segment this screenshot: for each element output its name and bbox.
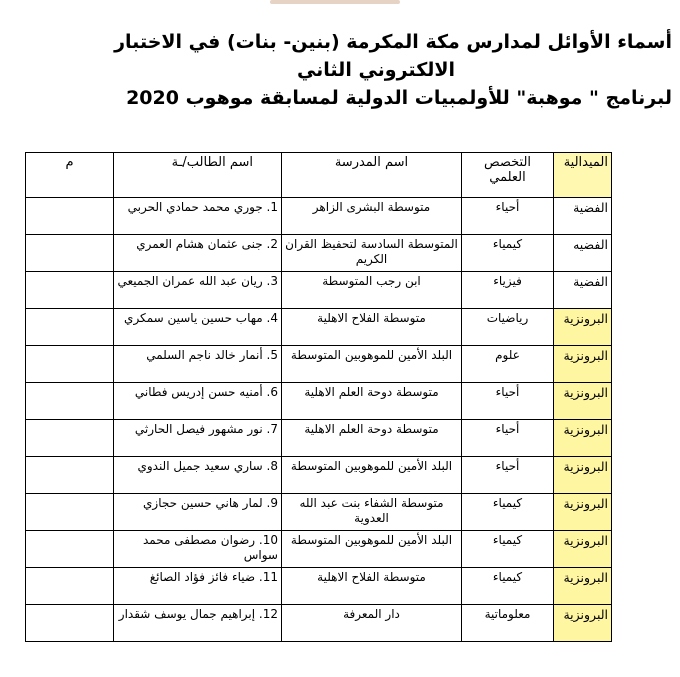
- cell-student: 2. جنى عثمان هشام العمري: [114, 235, 282, 272]
- header-school: اسم المدرسة: [282, 153, 462, 198]
- table-row: [26, 309, 612, 346]
- cell-school: متوسطة البشرى الزاهر: [282, 198, 462, 235]
- cell-student: 7. نور مشهور فيصل الحارثي: [114, 420, 282, 457]
- table-header-row: [26, 153, 612, 198]
- cell-school: ابن رجب المتوسطة: [282, 272, 462, 309]
- document-title: [20, 28, 672, 112]
- cell-number: [26, 457, 114, 494]
- header-student: اسم الطالب/ـة: [114, 153, 282, 198]
- cell-school: متوسطة دوحة العلم الاهلية: [282, 383, 462, 420]
- cell-school: البلد الأمين للموهوبين المتوسطة: [282, 457, 462, 494]
- cell-number: [26, 568, 114, 605]
- cell-specialty: فيزياء: [462, 272, 554, 309]
- cell-specialty: أحياء: [462, 420, 554, 457]
- cell-medal: البرونزية: [554, 383, 612, 420]
- cell-medal: الفضية: [554, 272, 612, 309]
- cell-medal: البرونزية: [554, 457, 612, 494]
- winners-table: [25, 152, 612, 642]
- cell-number: [26, 383, 114, 420]
- table-row: [26, 235, 612, 272]
- cell-number: [26, 272, 114, 309]
- cell-school: المتوسطة السادسة لتحفيظ القران الكريم: [282, 235, 462, 272]
- cell-medal: البرونزية: [554, 420, 612, 457]
- table-row: [26, 457, 612, 494]
- cell-number: [26, 531, 114, 568]
- table-row: [26, 383, 612, 420]
- cell-number: [26, 198, 114, 235]
- table-row: [26, 531, 612, 568]
- cell-student: 12. إبراهيم جمال يوسف شقدار: [114, 605, 282, 642]
- cell-student: 5. أنمار خالد ناجم السلمي: [114, 346, 282, 383]
- cell-student: 1. جوري محمد حمادي الحربي: [114, 198, 282, 235]
- cell-number: [26, 346, 114, 383]
- cell-number: [26, 235, 114, 272]
- cell-specialty: كيمياء: [462, 235, 554, 272]
- cell-student: 9. لمار هاني حسين حجازي: [114, 494, 282, 531]
- cell-number: [26, 309, 114, 346]
- table-row: [26, 198, 612, 235]
- title-line-2: الالكتروني الثاني: [296, 59, 456, 81]
- cell-student: 3. ريان عبد الله عمران الجميعي: [114, 272, 282, 309]
- cell-student: 6. أمنيه حسن إدريس فطاني: [114, 383, 282, 420]
- table-row: [26, 494, 612, 531]
- cell-specialty: علوم: [462, 346, 554, 383]
- cell-medal: البرونزية: [554, 531, 612, 568]
- cell-student: 11. ضياء فائز فؤاد الصائغ: [114, 568, 282, 605]
- cell-school: متوسطة الفلاح الاهلية: [282, 568, 462, 605]
- cell-medal: الفضيه: [554, 235, 612, 272]
- cell-specialty: أحياء: [462, 198, 554, 235]
- table-row: [26, 272, 612, 309]
- header-medal: الميدالية: [554, 153, 612, 198]
- cell-medal: البرونزية: [554, 605, 612, 642]
- title-line-3: لبرنامج " موهبة" للأولمبيات الدولية لمسابقة موهوب 2020: [126, 87, 672, 109]
- cell-specialty: أحياء: [462, 383, 554, 420]
- cell-specialty: كيمياء: [462, 494, 554, 531]
- top-decorative-strip: [270, 0, 400, 4]
- table-row: [26, 568, 612, 605]
- title-line-1: أسماء الأوائل لمدارس مكة المكرمة (بنين- بنات) في الاختبار: [114, 31, 672, 53]
- cell-student: 10. رضوان مصطفى محمد سواس: [114, 531, 282, 568]
- header-specialty: التخصص العلمي: [462, 153, 554, 198]
- cell-specialty: كيمياء: [462, 568, 554, 605]
- cell-specialty: أحياء: [462, 457, 554, 494]
- cell-school: البلد الأمين للموهوبين المتوسطة: [282, 346, 462, 383]
- cell-student: 8. ساري سعيد جميل الندوي: [114, 457, 282, 494]
- cell-medal: البرونزية: [554, 494, 612, 531]
- cell-school: متوسطة الفلاح الاهلية: [282, 309, 462, 346]
- cell-school: دار المعرفة: [282, 605, 462, 642]
- cell-medal: البرونزية: [554, 346, 612, 383]
- cell-medal: البرونزية: [554, 568, 612, 605]
- cell-school: متوسطة دوحة العلم الاهلية: [282, 420, 462, 457]
- table-row: [26, 420, 612, 457]
- table-row: [26, 346, 612, 383]
- header-number: م: [26, 153, 114, 198]
- table-body: [26, 198, 612, 642]
- cell-student: 4. مهاب حسين ياسين سمكري: [114, 309, 282, 346]
- cell-school: متوسطة الشفاء بنت عبد الله العدوية: [282, 494, 462, 531]
- cell-specialty: رياضيات: [462, 309, 554, 346]
- cell-medal: الفضية: [554, 198, 612, 235]
- cell-specialty: كيمياء: [462, 531, 554, 568]
- cell-number: [26, 494, 114, 531]
- cell-number: [26, 605, 114, 642]
- cell-number: [26, 420, 114, 457]
- cell-medal: البرونزية: [554, 309, 612, 346]
- cell-school: البلد الأمين للموهوبين المتوسطة: [282, 531, 462, 568]
- table-row: [26, 605, 612, 642]
- cell-specialty: معلوماتية: [462, 605, 554, 642]
